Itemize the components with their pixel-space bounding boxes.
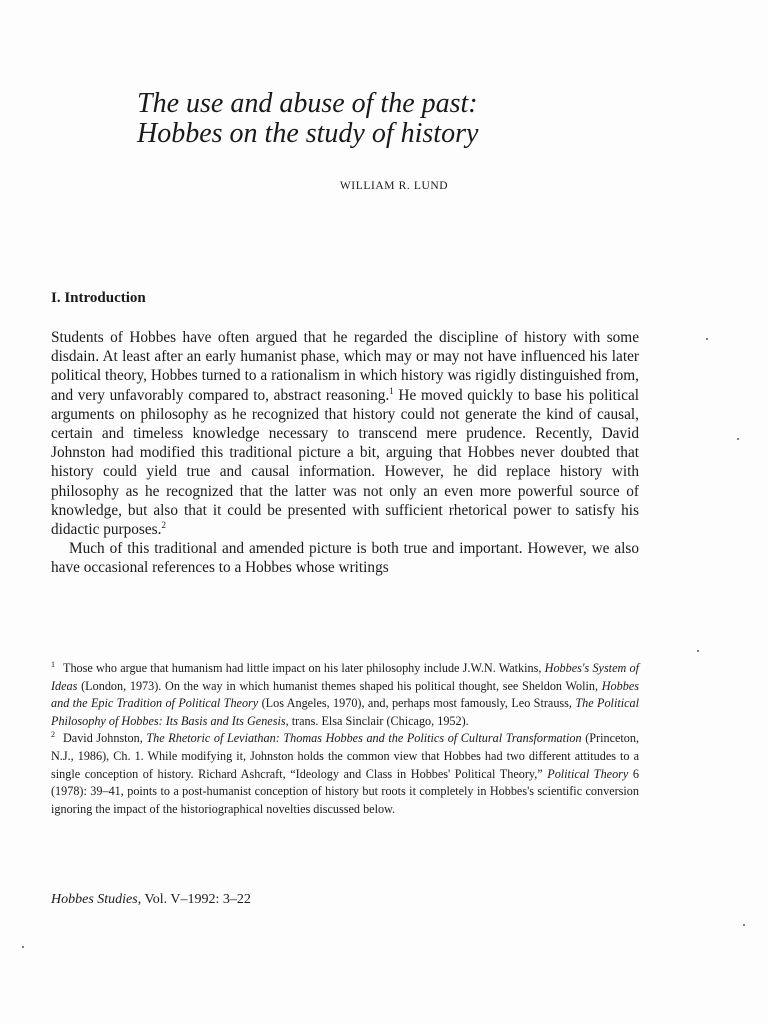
scan-speck: [737, 438, 739, 440]
scan-speck: [743, 924, 745, 926]
footnote-ref-1: 1: [389, 385, 394, 396]
paragraph-1-text-b: He moved quickly to base his political arguments on philosophy as he recognized that history could not generate the kind of causal, certain and timeless knowledge necessary to transcend mere prudence. Recently, David Johnston had modified this traditional picture a bit, arguing that Hobbes never doubted that history could yield true and causal information. However, he did replace history with philosophy as he recognized that the latter was not only an even more powerful source of knowledge, but also that it could be presented with sufficient rhetorical power to satisfy his didactic purposes.: [51, 386, 639, 539]
paragraph-1: [51, 328, 639, 539]
footnote-1-text-a: Those who argue that humanism had little impact on his later philosophy include J.W.N. Watkins,: [63, 661, 545, 675]
article-title-line-2: Hobbes on the study of history: [137, 118, 479, 149]
scan-speck: [697, 650, 699, 652]
paragraph-1-text-a: Students of Hobbes have often argued that he regarded the discipline of history with some disdain. At least after an early humanist phase, which may or may not have influenced his later political theory, Hobbes turned to a rationalism in which history was rigidly distinguished from, and very unfavorably compared to, abstract reasoning.: [51, 329, 639, 404]
footnote-2-text-c: 6 (1978): 39–41, points to a post-humanist conception of history but roots it completely in Hobbes's scientific conversion ignoring the impact of the historiographical novelties discussed below.: [51, 766, 640, 816]
footnote-1-mark: 1: [51, 659, 55, 669]
footnote-1-title-b: Hobbes and the Epic Tradition of Political Theory: [51, 678, 639, 711]
footnote-2-text-b: (Princeton, N.J., 1986), Ch. 1. While modifying it, Johnston holds the common view that Hobbes had two different attitudes to a single conception of history. Richard Ashcraft, “Ideology and Class in Hobbes' Political Theory,”: [51, 731, 640, 781]
journal-citation: [51, 892, 251, 908]
footnote-2-mark: 2: [51, 730, 55, 740]
journal-volume: , Vol. V–1992: 3–22: [137, 892, 251, 907]
footnote-ref-2: 2: [161, 519, 166, 530]
footnote-1: [51, 660, 639, 730]
footnote-1-text-d: , trans. Elsa Sinclair (Chicago, 1952).: [285, 713, 469, 728]
scan-speck: [706, 338, 708, 340]
footnote-2: [51, 730, 639, 818]
body-text: [51, 328, 639, 578]
footnote-2-title-a: The Rhetoric of Leviathan: Thomas Hobbes and the Politics of Cultural Transformation: [146, 731, 582, 746]
scan-speck: [22, 946, 24, 948]
footnote-2-title-b: Political Theory: [547, 766, 629, 781]
footnote-1-text-b: (London, 1973). On the way in which humanist themes shaped his political thought, see Sheldon Wolin,: [77, 678, 602, 693]
footnote-1-title-a: Hobbes's System of Ideas: [51, 661, 639, 693]
section-heading: I. Introduction: [51, 290, 146, 306]
footnote-1-text-c: (Los Angeles, 1970), and, perhaps most famously, Leo Strauss,: [258, 696, 576, 711]
author-name: WILLIAM R. LUND: [339, 180, 449, 192]
article-title-line-1: The use and abuse of the past:: [137, 88, 478, 119]
paragraph-2: Much of this traditional and amended picture is both true and important. However, we also have occasional references to a Hobbes whose writings: [51, 540, 639, 577]
footnotes: [51, 660, 639, 818]
footnote-1-title-c: The Political Philosophy of Hobbes: Its Basis and Its Genesis: [51, 696, 639, 728]
journal-name: Hobbes Studies: [51, 892, 138, 907]
footnote-2-text-a: David Johnston,: [63, 731, 147, 746]
